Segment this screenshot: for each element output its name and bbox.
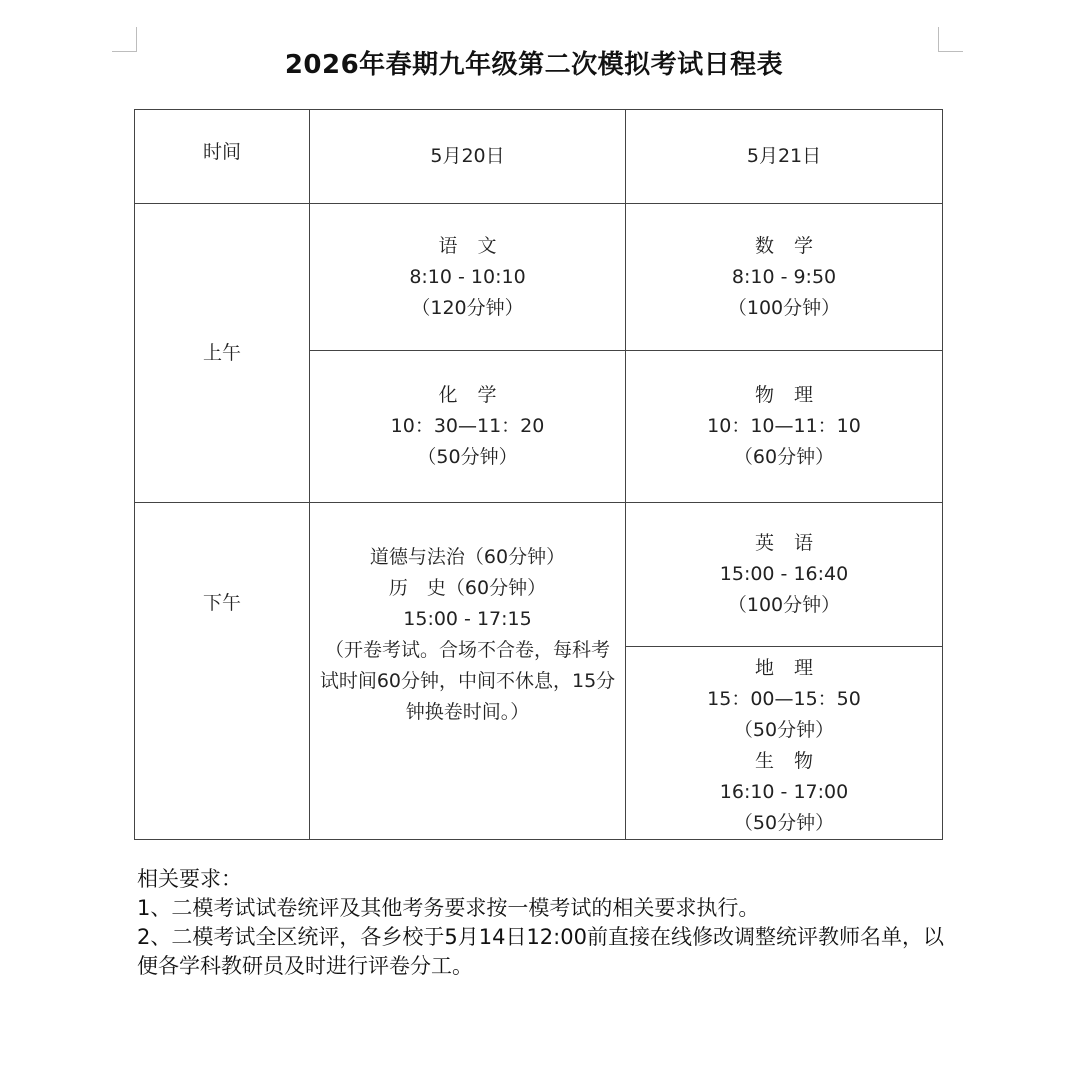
exam-duration: （100分钟）	[727, 296, 841, 319]
exam-duration: （50分钟）	[417, 446, 518, 468]
subject-label: 化学	[438, 384, 517, 406]
cell-afternoon-day2-english	[626, 503, 943, 647]
header-day2-label: 5月21日	[746, 145, 822, 167]
cell-morning-day2-physics	[626, 351, 943, 503]
cell-afternoon-day2-geography-biology	[626, 647, 943, 840]
exam-time: 10：30—11：20	[390, 415, 545, 437]
subject-label: 语文	[438, 234, 517, 257]
subject-label: 数学	[754, 234, 833, 257]
exam-duration-biology: （50分钟）	[733, 812, 835, 834]
exam-time: 8:10 - 9:50	[731, 265, 837, 288]
header-time-label: 时间	[202, 141, 241, 163]
cell-afternoon-day1-ethics-history	[310, 503, 626, 840]
requirement-item-2: 2、二模考试全区统评，各乡校于5月14日12:00前直接在线修改调整统评教师名单，以便各学科教研员及时进行评卷分工。	[137, 925, 944, 978]
cell-morning-day2-math	[626, 204, 943, 351]
header-day1-label: 5月20日	[430, 145, 505, 167]
header-row	[135, 110, 943, 204]
subject-label: 英语	[754, 532, 833, 554]
exam-time: 15:00 - 17:15	[403, 608, 532, 630]
header-day1	[310, 110, 626, 204]
period-afternoon	[135, 503, 310, 840]
subject-label-geography: 地理	[754, 657, 833, 679]
afternoon-day1-content	[310, 542, 625, 728]
exam-time: 10：10—11：10	[707, 415, 861, 437]
period-morning-label: 上午	[202, 341, 241, 364]
exam-schedule-table	[134, 109, 943, 840]
requirement-item-1: 1、二模考试试卷统评及其他考务要求按一模考试的相关要求执行。	[137, 896, 760, 920]
requirements-section	[137, 865, 947, 981]
exam-time-geography: 15：00—15：50	[707, 688, 861, 710]
header-time	[135, 110, 310, 204]
exam-duration-geography: （50分钟）	[733, 719, 835, 741]
exam-time-biology: 16:10 - 17:00	[719, 781, 849, 803]
exam-note: （开卷考试。合场不合卷，每科考试时间60分钟，中间不休息，15分钟换卷时间。）	[319, 639, 616, 723]
exam-time: 8:10 - 10:10	[409, 265, 526, 288]
exam-time: 15:00 - 16:40	[719, 563, 849, 585]
cell-morning-day1-chemistry	[310, 351, 626, 503]
requirements-heading: 相关要求：	[137, 867, 242, 891]
exam-duration: （120分钟）	[411, 296, 524, 319]
exam-line-ethics: 道德与法治（60分钟）	[369, 546, 566, 568]
subject-label-biology: 生物	[754, 750, 833, 772]
period-afternoon-label: 下午	[202, 591, 241, 614]
exam-duration: （100分钟）	[727, 594, 841, 616]
subject-label: 物理	[754, 384, 833, 406]
header-day2	[626, 110, 943, 204]
morning-row-1	[135, 204, 943, 351]
period-morning	[135, 204, 310, 503]
document-title: 2026年春期九年级第二次模拟考试日程表	[284, 50, 784, 80]
afternoon-row-1	[135, 503, 943, 647]
exam-line-history: 历 史（60分钟）	[388, 577, 547, 599]
cell-morning-day1-chinese	[310, 204, 626, 351]
exam-duration: （60分钟）	[733, 446, 835, 468]
